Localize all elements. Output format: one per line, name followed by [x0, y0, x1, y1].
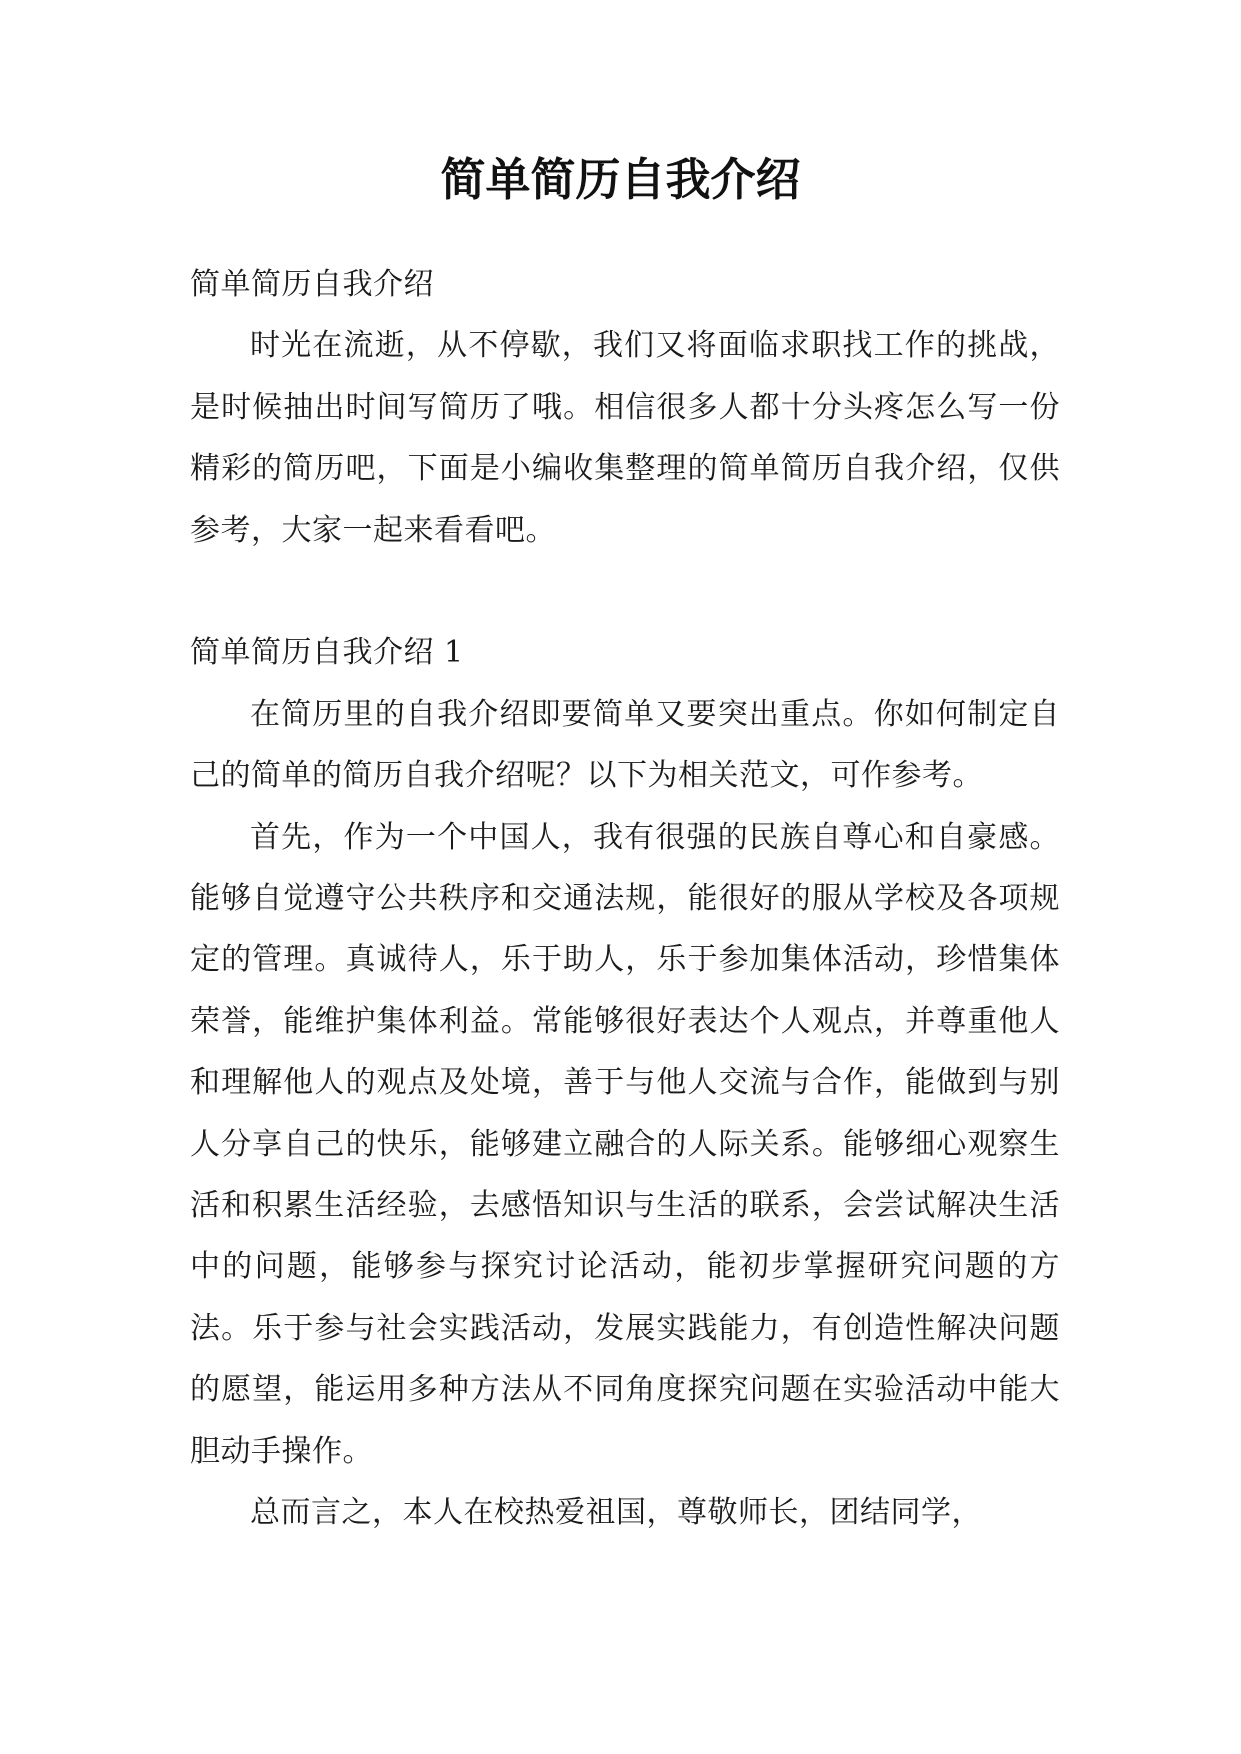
- document-title: 简单简历自我介绍: [440, 153, 801, 206]
- section1-paragraph-3: 总而言之，本人在校热爱祖国，尊敬师长，团结同学，: [250, 1495, 982, 1531]
- section1-paragraph-2: 首先，作为一个中国人，我有很强的民族自尊心和自豪感。能够自觉遵守公共秩序和交通法规，能很好的服从学校及各项规定的管理。真诚待人，乐于助人，乐于参加集体活动，珍惜集体荣誉，能维护集体利益。常能够很好表达个人观点，并尊重他人和理解他人的观点及处境，善于与他人交流与合作，能做到与别人分享自己的快乐，能够建立融合的人际关系。能够细心观察生活和积累生活经验，去感悟知识与生活的联系，会尝试解决生活中的问题，能够参与探究讨论活动，能初步掌握研究问题的方法。乐于参与社会实践活动，发展实践能力，有创造性解决问题的愿望，能运用多种方法从不同角度探究问题在实验活动中能大胆动手操作。: [190, 819, 1060, 1469]
- intro-heading: 简单简历自我介绍: [190, 267, 434, 302]
- section1-paragraph-1: 在简历里的自我介绍即要简单又要突出重点。你如何制定自己的简单的简历自我介绍呢？以下为相关范文，可作参考。: [190, 696, 1060, 794]
- section1-heading: 简单简历自我介绍 1: [190, 635, 464, 671]
- intro-paragraph: 时光在流逝，从不停歇，我们又将面临求职找工作的挑战，是时候抽出时间写简历了哦。相信很多人都十分头疼怎么写一份精彩的简历吧，下面是小编收集整理的简单简历自我介绍，仅供参考，大家一起来看看吧。: [190, 328, 1060, 548]
- section-spacer: [190, 561, 1060, 622]
- document-body: [190, 254, 1060, 1544]
